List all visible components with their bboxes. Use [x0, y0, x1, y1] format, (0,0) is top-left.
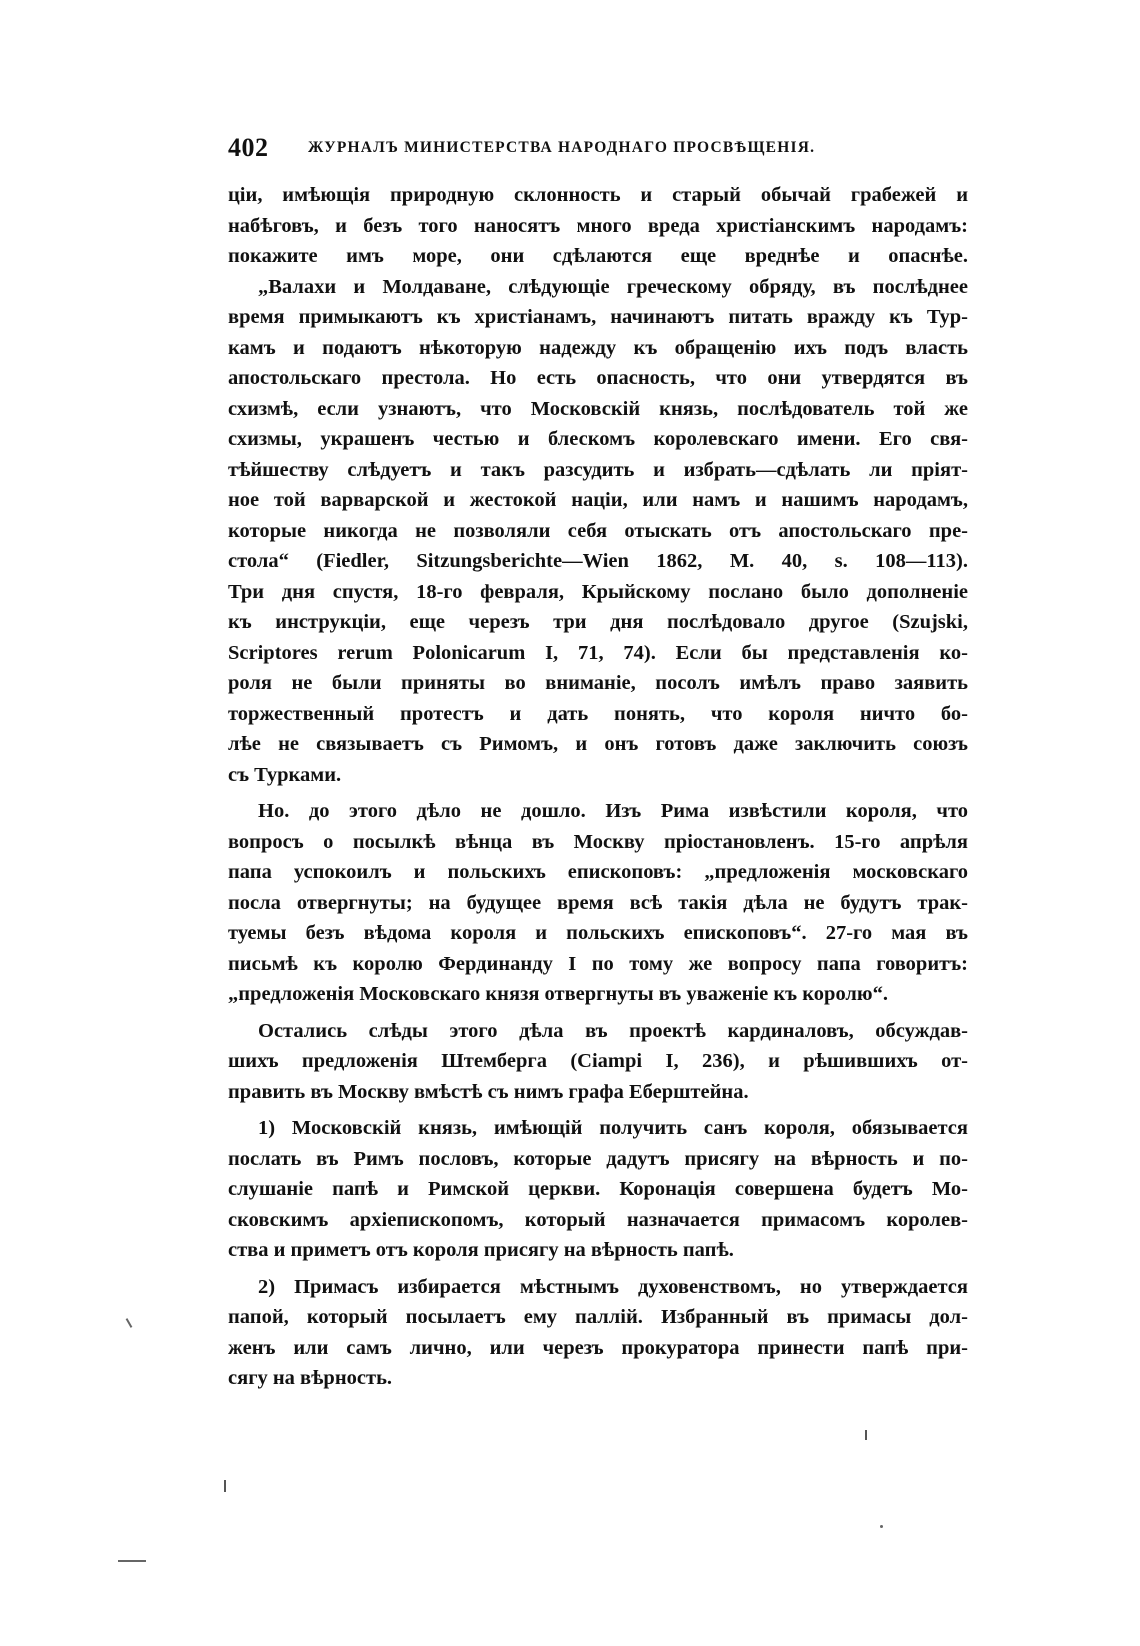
- text-line: женъ или самъ лично, или черезъ прокуратора принести папѣ при-: [228, 1336, 968, 1359]
- text-line: которые никогда не позволяли себя отыскать отъ апостольскаго пре-: [228, 519, 968, 542]
- text-line: 1) Московскій князь, имѣющій получить санъ короля, обязывается: [258, 1117, 968, 1139]
- text-line: сковскимъ архіепископомъ, который назначается примасомъ королев-: [228, 1208, 968, 1231]
- text-line: „Валахи и Молдаване, слѣдующіе греческому обряду, въ послѣднее: [258, 275, 968, 298]
- text-line: Остались слѣды этого дѣла въ проектѣ кардиналовъ, обсуждав-: [258, 1019, 968, 1042]
- text-line: послать въ Римъ пословъ, которые дадутъ присягу на вѣрность и по-: [228, 1147, 968, 1170]
- text-line: схизмѣ, если узнаютъ, что Московскій князь, послѣдователь той же: [228, 397, 968, 420]
- text-line: „предложенія Московскаго князя отвергнуты въ уваженіе къ королю“.: [228, 983, 888, 1005]
- text-line: править въ Москву вмѣстѣ съ нимъ графа Еберштейна.: [228, 1080, 749, 1103]
- text-line: схизмы, украшенъ честью и блескомъ королевскаго имени. Его свя-: [228, 428, 968, 450]
- text-line: время примыкаютъ къ христіанамъ, начинаютъ питать вражду къ Тур-: [228, 306, 968, 328]
- scan-speck: [224, 1480, 226, 1492]
- scan-speck: [865, 1430, 867, 1440]
- text-line: Но. до этого дѣло не дошло. Изъ Рима извѣстили короля, что: [258, 800, 968, 822]
- text-line: ціи, имѣющія природную склонность и старый обычай грабежей и: [228, 184, 968, 206]
- text-line: набѣговъ, и безъ того наносятъ много вреда христіанскимъ народамъ:: [228, 214, 968, 237]
- text-line: лѣе не связываетъ съ Римомъ, и онъ готовъ даже заключить союзъ: [228, 733, 968, 755]
- text-line: папа успокоилъ и польскихъ епископовъ: „предложенія московскаго: [228, 861, 968, 883]
- text-line: письмѣ къ королю Фердинанду I по тому же вопросу папа говоритъ:: [228, 952, 968, 975]
- page-header: [228, 133, 868, 165]
- text-line: апостольскаго престола. Но есть опасность, что они утвердятся въ: [228, 367, 968, 389]
- text-line: къ инструкціи, еще черезъ три дня послѣдовало другое (Szujski,: [228, 611, 968, 633]
- text-line: тѣйшеству слѣдуетъ и такъ разсудить и избрать—сдѣлать ли пріят-: [228, 458, 968, 481]
- text-line: покажите имъ море, они сдѣлаются еще вреднѣе и опаснѣе.: [228, 245, 968, 267]
- text-line: туемы безъ вѣдома короля и польскихъ епископовъ“. 27-го мая въ: [228, 922, 968, 944]
- text-line: слушаніе папѣ и Римской церкви. Коронація совершена будетъ Мо-: [228, 1178, 968, 1200]
- page-number: 402: [228, 133, 269, 162]
- text-line: вопросъ о посылкѣ вѣнца въ Москву пріостановленъ. 15-го апрѣля: [228, 830, 968, 853]
- text-line: папой, который посылаетъ ему паллій. Избранный въ примасы дол-: [228, 1306, 968, 1328]
- text-line: камъ и подаютъ нѣкоторую надежду къ обращенію ихъ подъ власть: [228, 336, 968, 359]
- text-line: съ Турками.: [228, 763, 342, 786]
- text-line: шихъ предложенія Штемберга (Ciampi I, 236), и рѣшившихъ от-: [228, 1050, 968, 1072]
- text-line: ное той варварской и жестокой націи, или намъ и нашимъ народамъ,: [228, 489, 968, 511]
- scan-speck: [126, 1318, 133, 1328]
- text-line: торжественный протестъ и дать понять, что короля ничто бо-: [228, 702, 968, 725]
- text-line: Scriptores rerum Polonicarum I, 71, 74). Если бы представленія ко-: [228, 641, 968, 664]
- text-line: 2) Примасъ избирается мѣстнымъ духовенствомъ, но утверждается: [258, 1275, 968, 1298]
- text-line: Три дня спустя, 18-го февраля, Крыйскому послано было дополненіе: [228, 580, 968, 603]
- body-text: [228, 180, 968, 1394]
- text-line: стола“ (Fiedler, Sitzungsberichte—Wien 1862, M. 40, s. 108—113).: [228, 550, 968, 572]
- scan-speck: [118, 1560, 146, 1562]
- running-title: ЖУРНАЛЪ МИНИСТЕРСТВА НАРОДНАГО ПРОСВѢЩЕНІЯ.: [308, 139, 816, 156]
- scan-speck: [880, 1525, 883, 1528]
- text-line: посла отвергнуты; на будущее время всѣ такія дѣла не будутъ трак-: [228, 891, 968, 914]
- text-line: ства и приметъ отъ короля присягу на вѣрность папѣ.: [228, 1239, 734, 1261]
- text-line: роля не были приняты во вниманіе, посолъ имѣлъ право заявить: [228, 672, 968, 694]
- text-line: сягу на вѣрность.: [228, 1367, 393, 1389]
